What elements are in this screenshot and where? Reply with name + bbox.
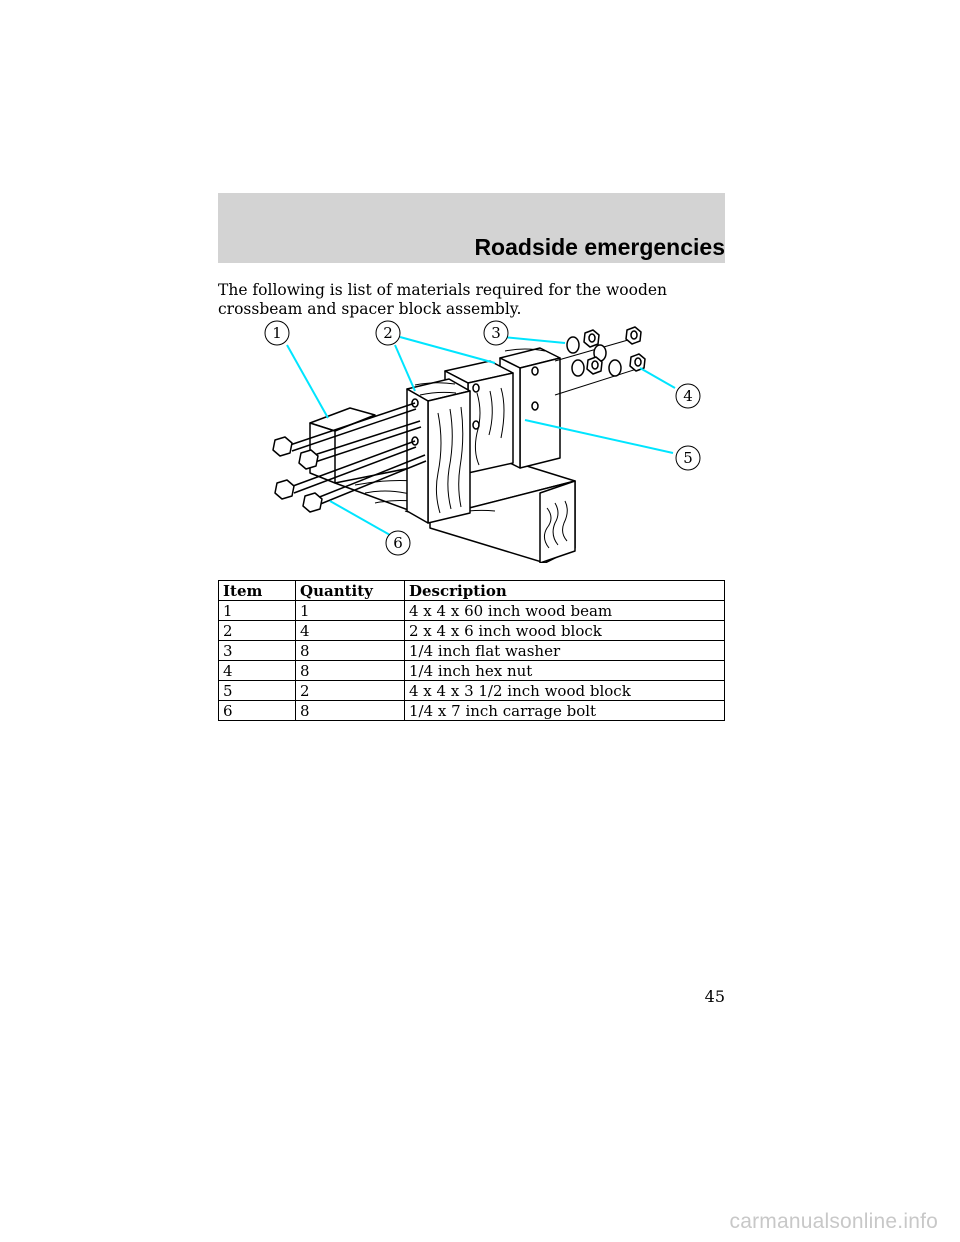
table-row — [219, 681, 725, 701]
quantity-cell: 8 — [296, 641, 405, 661]
crossbeam-assembly-illustration — [255, 313, 705, 563]
materials-table — [218, 580, 725, 721]
intro-paragraph: The following is list of materials required for the wooden crossbeam and spacer block assembly. — [218, 281, 668, 318]
table-header-row — [219, 581, 725, 601]
callout-4: 4 — [683, 387, 693, 405]
column-header-description: Description — [405, 581, 725, 601]
beam-end-grain — [540, 481, 575, 563]
description-cell: 1/4 x 7 inch carrage bolt — [405, 701, 725, 721]
item-cell: 1 — [219, 601, 296, 621]
table-row — [219, 601, 725, 621]
watermark: carmanualsonline.info — [729, 1210, 938, 1233]
quantity-cell: 8 — [296, 661, 405, 681]
section-header — [218, 193, 725, 263]
column-header-item: Item — [219, 581, 296, 601]
callout-3: 3 — [491, 324, 501, 342]
item-cell: 3 — [219, 641, 296, 661]
callout-6: 6 — [393, 534, 403, 552]
callout-5: 5 — [683, 449, 693, 467]
column-header-quantity: Quantity — [296, 581, 405, 601]
quantity-cell: 2 — [296, 681, 405, 701]
callout-2: 2 — [383, 324, 393, 342]
table-row — [219, 621, 725, 641]
quantity-cell: 8 — [296, 701, 405, 721]
callout-1: 1 — [272, 324, 282, 342]
section-title: Roadside emergencies — [474, 234, 725, 260]
table-row — [219, 661, 725, 681]
quantity-cell: 1 — [296, 601, 405, 621]
washers-and-nuts — [555, 327, 645, 395]
quantity-cell: 4 — [296, 621, 405, 641]
description-cell: 4 x 4 x 3 1/2 inch wood block — [405, 681, 725, 701]
item-cell: 2 — [219, 621, 296, 641]
item-cell: 4 — [219, 661, 296, 681]
item-cell: 6 — [219, 701, 296, 721]
item-cell: 5 — [219, 681, 296, 701]
page-number: 45 — [704, 987, 725, 1006]
description-cell: 1/4 inch flat washer — [405, 641, 725, 661]
description-cell: 4 x 4 x 60 inch wood beam — [405, 601, 725, 621]
table-row — [219, 641, 725, 661]
description-cell: 1/4 inch hex nut — [405, 661, 725, 681]
table-row — [219, 701, 725, 721]
description-cell: 2 x 4 x 6 inch wood block — [405, 621, 725, 641]
